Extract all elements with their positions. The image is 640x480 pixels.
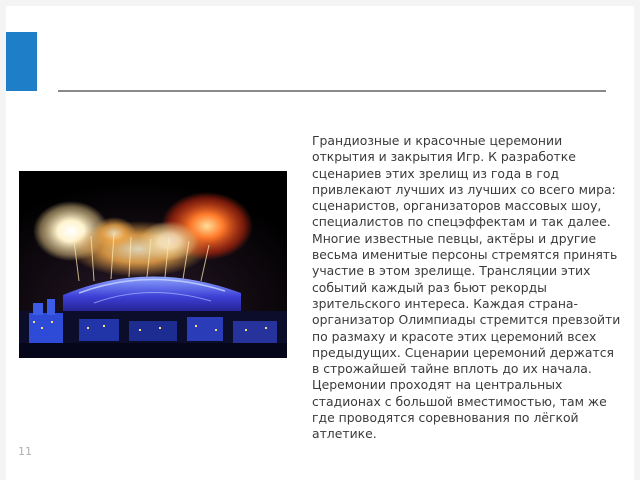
slide-number: 11: [18, 445, 32, 458]
slide-body-text: Грандиозные и красочные церемонии открытия и закрытия Игр. К разработке сценариев этих зрелищ из года в год привлекают лучших из лучших со всего мира: сценаристов, организаторов массовых шоу, специалистов по спецэффектам и так далее. Многие известные певцы, актёры и другие весьма именитые персоны стремятся принять участие в этом зрелище. Трансляции этих событий каждый раз бьют рекорды зрительского интереса. Каждая страна-организатор Олимпиады стремится превзойти по размаху и красоте этих церемоний всех предыдущих. Сценарии церемоний держатся в строжайшей тайне вплоть до их начала. Церемонии проходят на центральных стадионах с большой вместимостью, там же где проводятся соревнования по лёгкой атлетике.: [312, 133, 621, 442]
presentation-slide: [6, 6, 634, 480]
fireworks-photo: [19, 171, 287, 358]
accent-block: [6, 32, 37, 91]
title-divider: [58, 90, 606, 92]
